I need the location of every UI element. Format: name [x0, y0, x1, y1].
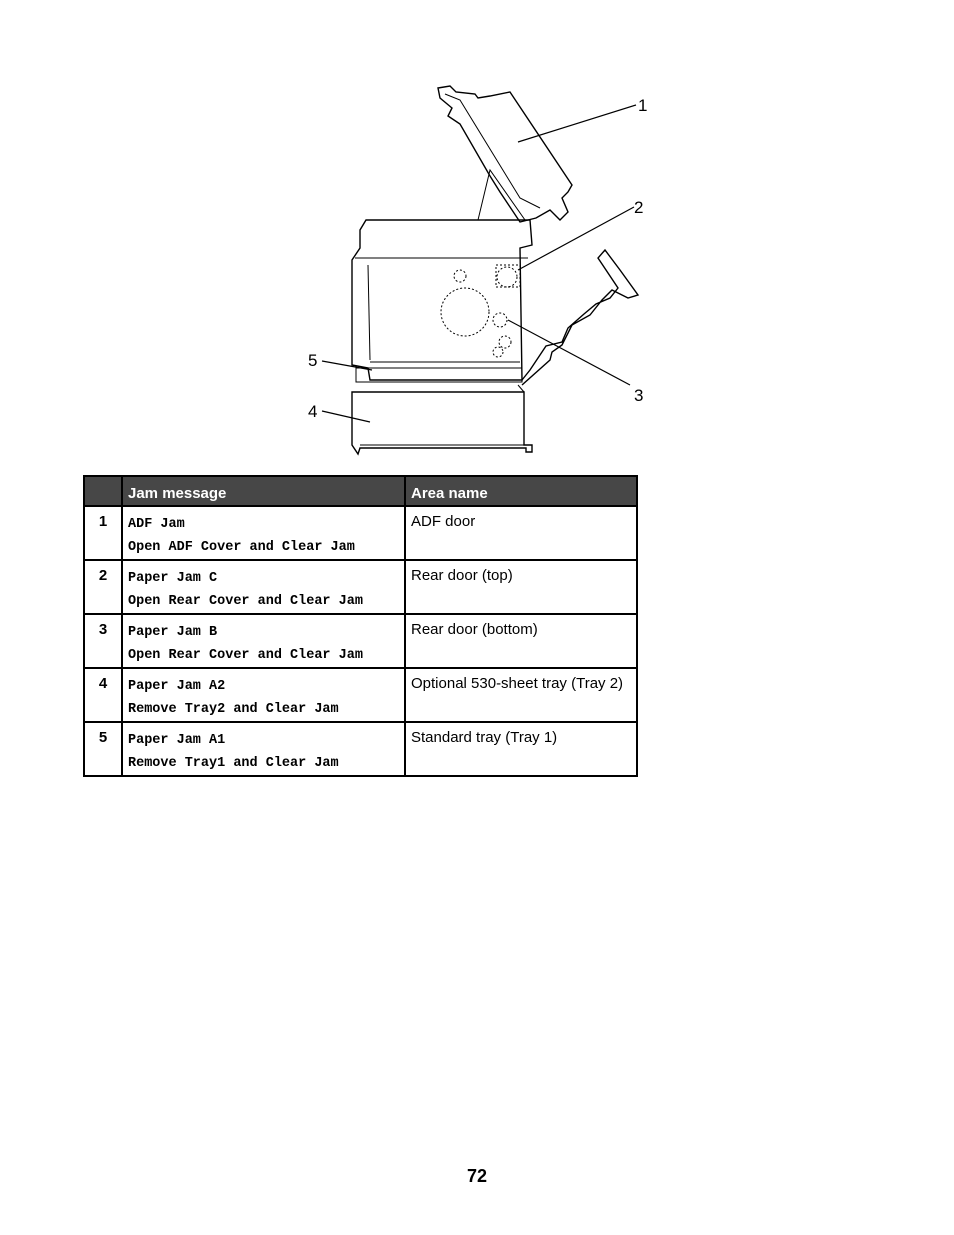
table-row: [84, 506, 637, 560]
area-name-cell: Rear door (top): [405, 560, 637, 614]
callout-2: 2: [634, 198, 644, 217]
jam-message-line: Paper Jam B: [128, 625, 218, 640]
callout-5: 5: [308, 351, 318, 370]
printer-body: [352, 220, 532, 380]
area-name-cell: Optional 530-sheet tray (Tray 2): [405, 668, 637, 722]
area-name-cell: ADF door: [405, 506, 637, 560]
header-jam-message: Jam message: [122, 476, 405, 506]
table-row: [84, 614, 637, 668]
jam-message-line: Paper Jam A1: [128, 733, 226, 748]
header-number: [84, 476, 122, 506]
jam-message-cell: [122, 506, 405, 560]
callout-1: 1: [638, 96, 648, 115]
area-name-cell: Standard tray (Tray 1): [405, 722, 637, 776]
row-number: 1: [84, 506, 122, 560]
printer-jam-areas-figure: [300, 80, 660, 460]
jam-message-cell: [122, 560, 405, 614]
printer-line-drawing: [300, 80, 660, 460]
page-number: 72: [466, 1166, 488, 1186]
adf-cover: [438, 86, 572, 222]
rear-door: [522, 250, 638, 385]
jam-message-cell: [122, 668, 405, 722]
jam-message-line: Open Rear Cover and Clear Jam: [128, 594, 363, 609]
callout-3: 3: [634, 386, 644, 405]
jam-message-cell: [122, 614, 405, 668]
jam-message-line: Remove Tray1 and Clear Jam: [128, 756, 339, 771]
header-area-name: Area name: [405, 476, 637, 506]
jam-message-cell: [122, 722, 405, 776]
table-row: [84, 668, 637, 722]
row-number: 2: [84, 560, 122, 614]
jam-message-line: ADF Jam: [128, 517, 185, 532]
jam-message-table: [83, 475, 638, 777]
table-header-row: [84, 476, 637, 506]
row-number: 3: [84, 614, 122, 668]
table-row: [84, 560, 637, 614]
jam-message-line: Paper Jam A2: [128, 679, 226, 694]
row-number: 4: [84, 668, 122, 722]
table-row: [84, 722, 637, 776]
area-name-cell: Rear door (bottom): [405, 614, 637, 668]
jam-message-line: Open ADF Cover and Clear Jam: [128, 540, 355, 555]
callout-4: 4: [308, 402, 318, 421]
jam-message-line: Remove Tray2 and Clear Jam: [128, 702, 339, 717]
row-number: 5: [84, 722, 122, 776]
jam-message-line: Open Rear Cover and Clear Jam: [128, 648, 363, 663]
jam-message-line: Paper Jam C: [128, 571, 218, 586]
